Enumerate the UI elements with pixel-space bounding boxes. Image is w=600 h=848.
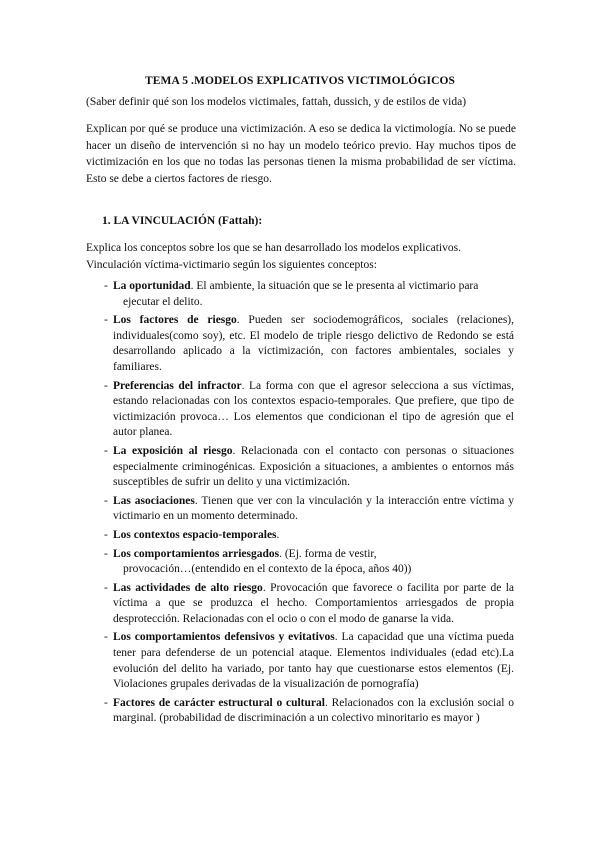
document-title: TEMA 5 .MODELOS EXPLICATIVOS VICTIMOLÓGICOS	[144, 75, 456, 87]
section-intro	[86, 240, 516, 273]
list-item-term: Las actividades de alto riesgo	[113, 581, 263, 594]
bullet-dash: -	[104, 547, 108, 560]
list-item-text: . Relacionada con el contacto con personas o situaciones especialmente criminogénicas. Exposición a situaciones, a ambientes o entornos más susceptibles de sufrir un delito y una victimización.	[113, 444, 514, 489]
list-item-text: . Tienen que ver con la vinculación y la interacción entre víctima y victimario en un momento determinado.	[113, 494, 514, 523]
list-item-text: . La capacidad que una víctima pueda tener para defenderse de un potencial ataque. Elementos individuales (edad etc).La evolución del delito ha variado, por tanto hay que cuestionarse estos elementos (Ej. Violaciones grupales derivadas de la visualización de pornografía)	[113, 631, 514, 691]
list-item-text: . La forma con que el agresor selecciona a sus víctimas, estando relacionadas con los contextos espacio-temporales. Que prefiere, que tipo de victimización provoca… Los elementos que condicionan el tipo de agresión que el autor planea.	[113, 379, 514, 439]
bullet-dash: -	[104, 379, 108, 392]
bullet-dash: -	[104, 280, 108, 292]
bullet-dash: -	[104, 696, 108, 709]
list-item	[104, 313, 514, 375]
bullet-dash: -	[104, 631, 108, 644]
list-item-text: .	[276, 528, 280, 541]
list-item	[104, 494, 514, 525]
list-item-text: . Provocación que favorece o facilita por parte de la víctima a que se produzca el hecho. Comportamientos arriesgados de propia desprotección. Relacionadas con el ocio o con el modo de ganarse la vida.	[113, 581, 514, 625]
bullet-dash: -	[104, 314, 108, 327]
list-item-text: . El ambiente, la situación que se le presenta al victimario para	[190, 280, 479, 292]
concept-list	[104, 279, 514, 730]
list-item-term: Los comportamientos arriesgados	[113, 547, 280, 560]
bullet-dash: -	[104, 581, 108, 594]
list-item-continuation: ejecutar el delito.	[123, 295, 203, 308]
list-item	[104, 581, 514, 628]
bullet-dash: -	[104, 494, 108, 507]
list-item	[104, 444, 514, 491]
list-item-text: . Pueden ser sociodemográficos, sociales (relaciones), individuales(como soy), etc. El modelo de triple riesgo delictivo de Redondo se está desarrollando aplicado a la victimización, con factores ambientales, sociales y familiares.	[113, 314, 515, 373]
bullet-dash: -	[104, 528, 108, 541]
bullet-dash: -	[104, 444, 108, 457]
list-item	[104, 547, 514, 578]
section-intro-line: Vinculación víctima-victimario según los siguientes conceptos:	[86, 258, 377, 271]
document-subtitle: (Saber definir qué son los modelos victimales, fattah, dussich, y de estilos de vida)	[86, 96, 467, 108]
section-heading: 1. LA VINCULACIÓN (Fattah):	[102, 215, 263, 227]
list-item-term: Preferencias del infractor	[113, 379, 242, 392]
list-item	[104, 630, 514, 692]
list-item-term: Los contextos espacio-temporales	[113, 528, 277, 541]
list-item-term: La oportunidad	[113, 280, 191, 292]
list-item-term: La exposición al riesgo	[113, 444, 233, 457]
list-item-term: Los factores de riesgo	[113, 314, 237, 327]
list-item	[104, 379, 514, 441]
section-intro-line: Explica los conceptos sobre los que se han desarrollado los modelos explicativos.	[86, 242, 461, 254]
list-item-continuation: provocación…(entendido en el contexto de la época, años 40))	[123, 563, 412, 576]
list-item	[104, 528, 514, 544]
list-item-text: . (Ej. forma de vestir,	[279, 547, 377, 560]
intro-paragraph: Explican por qué se produce una victimización. A eso se dedica la victimología. No se puede hacer un diseño de intervención si no hay un modelo teórico previo. Hay muchos tipos de victimización en los que no todas las personas tienen la misma probabilidad de ser víctima. Esto se debe a ciertos factores de riesgo.	[86, 123, 516, 185]
list-item-term: Factores de carácter estructural o cultural	[113, 696, 325, 709]
list-item-text: . Relacionados con la exclusión social o marginal. (probabilidad de discriminación a un colectivo minoritario es mayor )	[113, 696, 514, 725]
list-item-term: Los comportamientos defensivos y evitativos	[113, 631, 335, 644]
list-item-term: Las asociaciones	[113, 494, 195, 507]
list-item	[104, 696, 514, 727]
list-item	[104, 279, 514, 310]
